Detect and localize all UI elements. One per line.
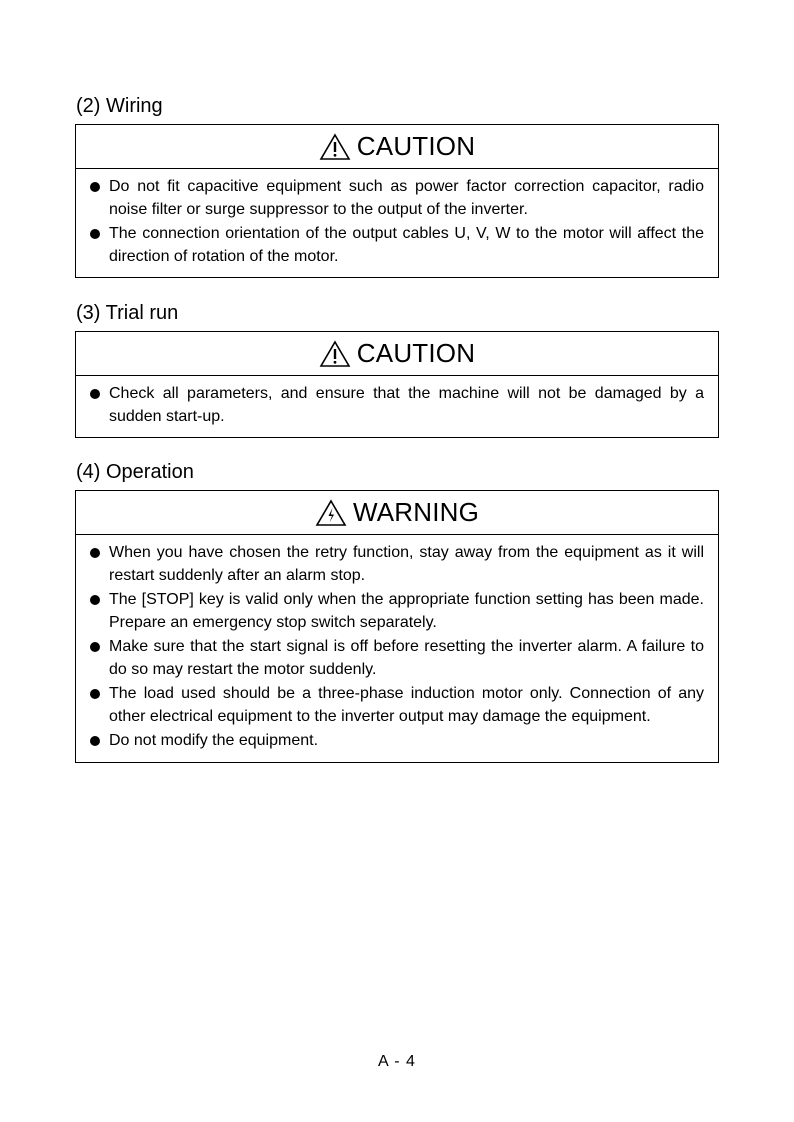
- list-item: [90, 223, 704, 268]
- caution-header: [76, 332, 718, 376]
- caution-box-wiring: [75, 124, 719, 278]
- caution-header-label: CAUTION: [356, 338, 476, 368]
- warning-header-label: WARNING: [352, 497, 480, 527]
- bullet-icon: [90, 683, 109, 728]
- bullet-icon: [90, 176, 109, 221]
- caution-header-label: CAUTION: [356, 131, 476, 161]
- list-item-text: The load used should be a three-phase induction motor only. Connection of any other electrical equipment to the inverter output may damage the equipment.: [109, 685, 704, 725]
- bullet-icon: [90, 730, 109, 753]
- caution-header: [76, 125, 718, 169]
- bullet-icon: [90, 223, 109, 268]
- list-item-text: Check all parameters, and ensure that the machine will not be damaged by a sudden start-up.: [109, 385, 704, 425]
- page-number: A - 4: [378, 1053, 416, 1070]
- section-title-trial-run: (3) Trial run: [76, 302, 179, 324]
- warning-header: [76, 491, 718, 535]
- list-item-text: The [STOP] key is valid only when the appropriate function setting has been made. Prepare an emergency stop switch separately.: [109, 591, 704, 631]
- list-item-text: Do not modify the equipment.: [109, 732, 319, 749]
- list-item: [90, 383, 704, 428]
- caution-box-trial-run: [75, 331, 719, 438]
- section-trial-run: [75, 301, 719, 438]
- warning-box-operation: [75, 490, 719, 763]
- list-item: [90, 542, 704, 587]
- list-item: [90, 730, 704, 753]
- warning-body: [76, 535, 718, 762]
- list-item-text: Make sure that the start signal is off before resetting the inverter alarm. A failure to do so may restart the motor suddenly.: [109, 638, 704, 678]
- bullet-icon: [90, 589, 109, 634]
- list-item: [90, 176, 704, 221]
- exclamation-triangle-icon: [319, 340, 351, 368]
- section-wiring: [75, 94, 719, 278]
- caution-body: [76, 169, 718, 277]
- bullet-icon: [90, 636, 109, 681]
- section-operation: [75, 460, 719, 763]
- electric-shock-triangle-icon: [315, 499, 347, 527]
- section-title-wiring: (2) Wiring: [76, 95, 163, 117]
- list-item: [90, 683, 704, 728]
- list-item-text: Do not fit capacitive equipment such as power factor correction capacitor, radio noise filter or surge suppressor to the output of the inverter.: [109, 178, 704, 218]
- caution-body: [76, 376, 718, 437]
- list-item: [90, 589, 704, 634]
- list-item-text: When you have chosen the retry function, stay away from the equipment as it will restart suddenly after an alarm stop.: [109, 544, 704, 584]
- exclamation-triangle-icon: [319, 133, 351, 161]
- list-item: [90, 636, 704, 681]
- section-title-operation: (4) Operation: [76, 461, 194, 483]
- list-item-text: The connection orientation of the output cables U, V, W to the motor will affect the direction of rotation of the motor.: [109, 225, 704, 265]
- bullet-icon: [90, 542, 109, 587]
- bullet-icon: [90, 383, 109, 428]
